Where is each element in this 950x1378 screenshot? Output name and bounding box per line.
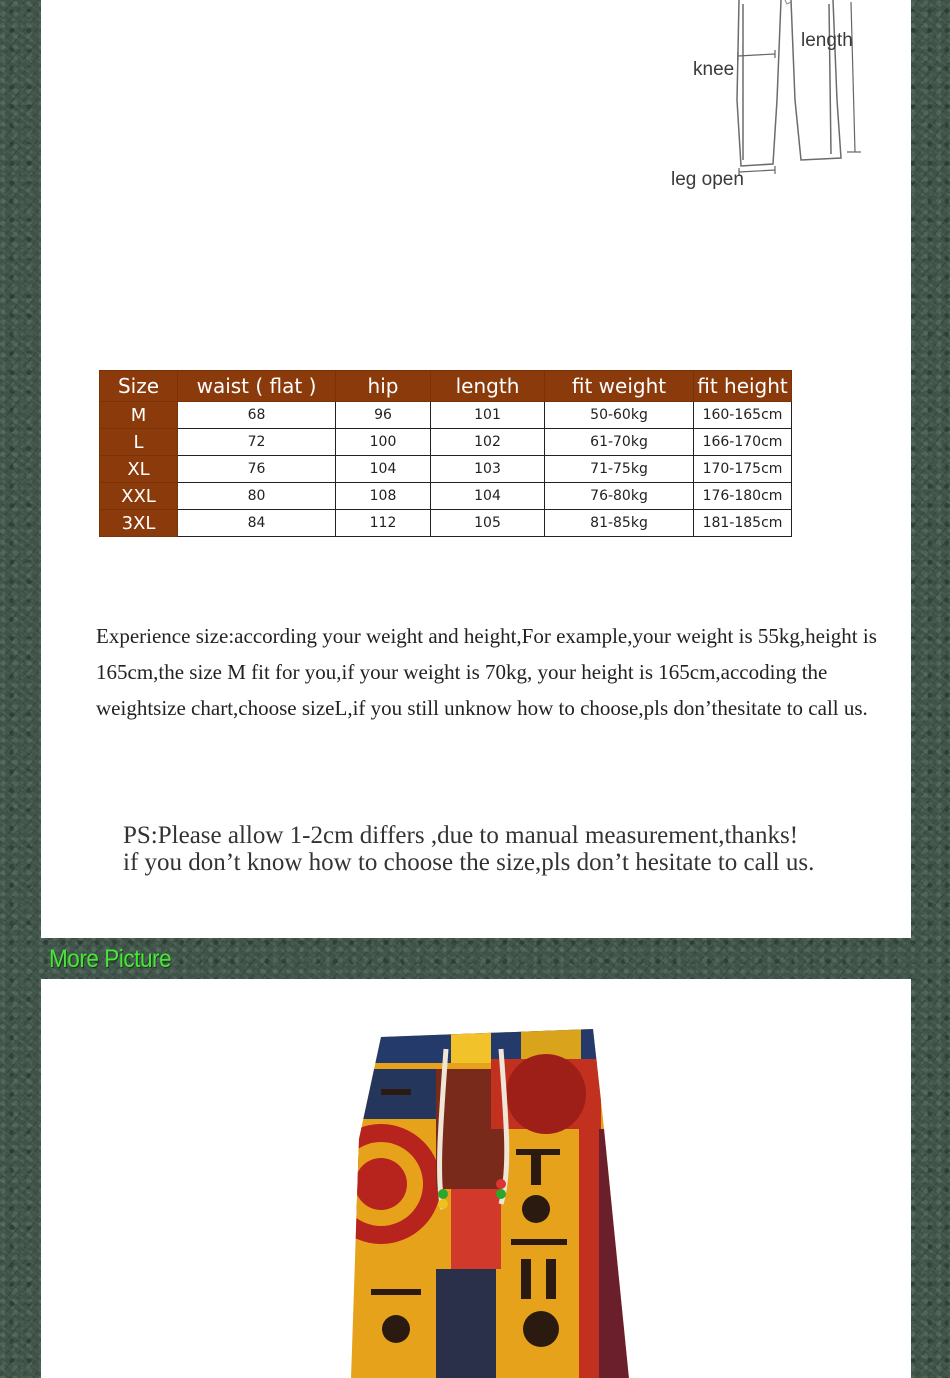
- header-hip: hip: [336, 371, 431, 402]
- header-fit-height: fit height: [694, 371, 792, 402]
- fit-weight-cell: 76-80kg: [545, 483, 694, 510]
- size-cell: XL: [100, 456, 178, 483]
- ps-note-line-1: PS:Please allow 1-2cm differs ,due to manual measurement,thanks!: [123, 822, 799, 849]
- table-header-row: [100, 371, 792, 402]
- hip-cell: 100: [336, 429, 431, 456]
- more-picture-heading: More Picture: [49, 945, 172, 973]
- length-cell: 103: [431, 456, 545, 483]
- length-cell: 101: [431, 402, 545, 429]
- printed-pants-photo: [341, 999, 641, 1378]
- fit-height-cell: 166-170cm: [694, 429, 792, 456]
- table-row: [100, 429, 792, 456]
- ps-note: [123, 822, 903, 876]
- fit-height-cell: 181-185cm: [694, 510, 792, 537]
- table-row: [100, 456, 792, 483]
- hip-cell: 104: [336, 456, 431, 483]
- length-cell: 102: [431, 429, 545, 456]
- fit-weight-cell: 71-75kg: [545, 456, 694, 483]
- fit-height-cell: 170-175cm: [694, 456, 792, 483]
- table-row: [100, 510, 792, 537]
- hip-cell: 112: [336, 510, 431, 537]
- size-cell: XXL: [100, 483, 178, 510]
- diagram-label-leg-open: leg open: [671, 169, 744, 190]
- more-picture-panel: [41, 979, 911, 1378]
- hip-cell: 108: [336, 483, 431, 510]
- diagram-label-knee: knee: [693, 59, 735, 80]
- diagram-label-length: length: [801, 30, 853, 51]
- fit-height-cell: 176-180cm: [694, 483, 792, 510]
- fit-weight-cell: 61-70kg: [545, 429, 694, 456]
- experience-size-text: Experience size:according your weight and height,For example,your weight is 55kg,height is 165cm,the size M fit for you,if your weight is 70kg, your height is 165cm,accoding the weightsize chart,choose sizeL,if you still unknow how to choose,pls don’thesitate to call us.: [96, 624, 877, 720]
- fit-weight-cell: 81-85kg: [545, 510, 694, 537]
- header-fit-weight: fit weight: [545, 371, 694, 402]
- waist-cell: 80: [178, 483, 336, 510]
- waist-cell: 84: [178, 510, 336, 537]
- size-cell: L: [100, 429, 178, 456]
- table-row: [100, 483, 792, 510]
- table-row: [100, 402, 792, 429]
- waist-cell: 68: [178, 402, 336, 429]
- waist-cell: 72: [178, 429, 336, 456]
- length-cell: 105: [431, 510, 545, 537]
- header-size: Size: [100, 371, 178, 402]
- header-length: length: [431, 371, 545, 402]
- size-info-panel: [41, 0, 911, 938]
- waist-cell: 76: [178, 456, 336, 483]
- length-cell: 104: [431, 483, 545, 510]
- pants-measurement-diagram: [641, 0, 901, 210]
- size-chart-table: [99, 370, 792, 537]
- ps-note-line-2: if you don’t know how to choose the size,pls don’t hesitate to call us.: [123, 849, 815, 876]
- size-cell: 3XL: [100, 510, 178, 537]
- header-waist: waist ( flat ): [178, 371, 336, 402]
- size-cell: M: [100, 402, 178, 429]
- hip-cell: 96: [336, 402, 431, 429]
- fit-height-cell: 160-165cm: [694, 402, 792, 429]
- fit-weight-cell: 50-60kg: [545, 402, 694, 429]
